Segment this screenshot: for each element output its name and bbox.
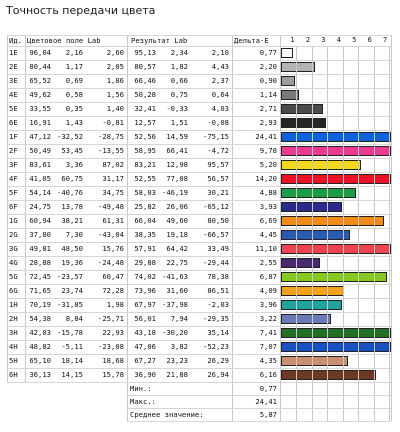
header-target-lab: Цветовое поле Lab bbox=[27, 36, 101, 45]
target-l: 65,52 bbox=[29, 76, 51, 85]
result-a: 3,82 bbox=[170, 342, 188, 351]
scale-tick-label: 2 bbox=[305, 36, 311, 44]
grid-line bbox=[127, 408, 391, 409]
patch-id: 5F bbox=[9, 188, 18, 197]
scale-tick-label: 4 bbox=[336, 36, 341, 44]
grid-line bbox=[7, 214, 391, 215]
delta-e-value: 4,45 bbox=[259, 230, 277, 239]
result-l: 32,41 bbox=[134, 104, 156, 113]
summary-label: Мин.: bbox=[130, 384, 152, 393]
target-l: 37,80 bbox=[29, 230, 51, 239]
grid-line bbox=[7, 144, 391, 145]
target-a: 14,15 bbox=[61, 370, 83, 379]
result-a: 21,88 bbox=[166, 370, 188, 379]
result-l: 47,06 bbox=[134, 342, 156, 351]
target-b: 72,28 bbox=[102, 286, 124, 295]
target-l: 71,65 bbox=[29, 286, 51, 295]
delta-e-value: 3,96 bbox=[259, 300, 277, 309]
result-a: 14,59 bbox=[166, 132, 188, 141]
grid-line bbox=[7, 88, 391, 89]
result-a: -41,63 bbox=[162, 272, 188, 281]
target-a: -40,76 bbox=[57, 188, 83, 197]
patch-id: 3E bbox=[9, 76, 18, 85]
result-l: 95,13 bbox=[134, 48, 156, 57]
header-delta-e: Дельта-E bbox=[234, 36, 269, 45]
delta-e-bar bbox=[281, 76, 295, 86]
target-l: 65,10 bbox=[29, 356, 51, 365]
result-b: -2,03 bbox=[207, 300, 229, 309]
target-l: 80,44 bbox=[29, 62, 51, 71]
result-b: -52,23 bbox=[203, 342, 229, 351]
header-id: Ид. bbox=[9, 36, 22, 45]
patch-id: 6E bbox=[9, 118, 18, 127]
delta-e-value: 4,35 bbox=[259, 356, 277, 365]
target-l: 33,55 bbox=[29, 104, 51, 113]
scale-tick-label: 6 bbox=[367, 36, 372, 44]
patch-id: 6H bbox=[9, 370, 18, 379]
result-l: 58,03 bbox=[134, 188, 156, 197]
grid-line bbox=[7, 186, 391, 187]
summary-value: 24,41 bbox=[255, 397, 277, 406]
table-row bbox=[7, 116, 391, 130]
target-l: 96,04 bbox=[29, 48, 51, 57]
grid-line bbox=[7, 130, 391, 131]
target-a: -31,85 bbox=[57, 300, 83, 309]
table-row bbox=[7, 60, 391, 74]
table-row bbox=[7, 74, 391, 88]
patch-id: 3F bbox=[9, 160, 18, 169]
scale-tick-label: 5 bbox=[352, 36, 357, 44]
summary-label: Макс.: bbox=[130, 397, 156, 406]
table-row bbox=[7, 144, 391, 158]
page-title: Точность передачи цвета bbox=[6, 4, 156, 17]
grid-line bbox=[7, 200, 391, 201]
table-row bbox=[7, 46, 391, 60]
target-b: -49,48 bbox=[98, 202, 124, 211]
summary-value: 0,77 bbox=[259, 384, 277, 393]
target-l: 70,19 bbox=[29, 300, 51, 309]
target-b: 15,76 bbox=[102, 244, 124, 253]
result-a: 1,82 bbox=[170, 62, 188, 71]
patch-id: 1F bbox=[9, 132, 18, 141]
result-l: 56,01 bbox=[134, 314, 156, 323]
target-b: 31,17 bbox=[102, 174, 124, 183]
delta-e-value: 0,90 bbox=[259, 76, 277, 85]
result-a: 19,18 bbox=[166, 230, 188, 239]
patch-id: 3H bbox=[9, 328, 18, 337]
patch-id: 4H bbox=[9, 342, 18, 351]
delta-e-value: 2,71 bbox=[259, 104, 277, 113]
header-result-lab: Результат Lab bbox=[131, 36, 188, 45]
summary-row bbox=[7, 408, 391, 421]
result-a: 2,34 bbox=[170, 48, 188, 57]
result-a: 77,08 bbox=[166, 174, 188, 183]
delta-e-value: 0,77 bbox=[259, 48, 277, 57]
summary-row bbox=[7, 382, 391, 395]
delta-e-bar bbox=[281, 62, 315, 72]
table-row bbox=[7, 158, 391, 172]
grid-line bbox=[7, 228, 391, 229]
target-a: 7,30 bbox=[65, 230, 83, 239]
delta-e-value: 24,41 bbox=[255, 132, 277, 141]
patch-id: 5G bbox=[9, 272, 18, 281]
grid-line bbox=[7, 368, 391, 369]
delta-e-bar bbox=[281, 356, 348, 366]
summary-row bbox=[7, 395, 391, 408]
table-row bbox=[7, 284, 391, 298]
delta-e-value: 6,16 bbox=[259, 370, 277, 379]
grid-line bbox=[127, 382, 128, 421]
target-b: 15,78 bbox=[102, 370, 124, 379]
grid-line bbox=[7, 284, 391, 285]
result-l: 25,82 bbox=[134, 202, 156, 211]
result-l: 29,88 bbox=[134, 258, 156, 267]
result-b: 4,43 bbox=[211, 62, 229, 71]
result-b: 86,51 bbox=[207, 286, 229, 295]
target-l: 49,81 bbox=[29, 244, 51, 253]
grid-line bbox=[7, 340, 391, 341]
target-a: 18,14 bbox=[61, 356, 83, 365]
summary-value: 5,87 bbox=[259, 410, 277, 419]
scale-tick-label: 7 bbox=[383, 36, 388, 44]
delta-e-value: 6,69 bbox=[259, 216, 277, 225]
result-b: 0,64 bbox=[211, 90, 229, 99]
target-l: 41,05 bbox=[29, 174, 51, 183]
delta-e-bar bbox=[281, 258, 320, 268]
grid-line bbox=[7, 326, 391, 327]
delta-e-value: 14,20 bbox=[255, 174, 277, 183]
patch-id: 4E bbox=[9, 90, 18, 99]
target-b: 1,98 bbox=[106, 300, 124, 309]
result-b: 80,50 bbox=[207, 216, 229, 225]
delta-e-value: 11,10 bbox=[255, 244, 277, 253]
grid-line bbox=[7, 312, 391, 313]
delta-e-value: 4,09 bbox=[259, 286, 277, 295]
grid-line bbox=[7, 354, 391, 355]
target-l: 54,38 bbox=[29, 314, 51, 323]
patch-id: 5E bbox=[9, 104, 18, 113]
target-a: 38,21 bbox=[61, 216, 83, 225]
target-a: 1,17 bbox=[65, 62, 83, 71]
delta-e-value: 3,22 bbox=[259, 314, 277, 323]
result-l: 12,57 bbox=[134, 118, 156, 127]
table-row bbox=[7, 326, 391, 340]
result-b: 35,14 bbox=[207, 328, 229, 337]
target-b: 22,93 bbox=[102, 328, 124, 337]
result-a: 0,75 bbox=[170, 90, 188, 99]
target-a: 13,78 bbox=[61, 202, 83, 211]
table-row bbox=[7, 298, 391, 312]
target-l: 16,91 bbox=[29, 118, 51, 127]
target-a: -23,57 bbox=[57, 272, 83, 281]
patch-id: 2H bbox=[9, 314, 18, 323]
result-b: 78,38 bbox=[207, 272, 229, 281]
result-b: -29,35 bbox=[203, 314, 229, 323]
target-a: 0,35 bbox=[65, 104, 83, 113]
target-l: 83,61 bbox=[29, 160, 51, 169]
patch-id: 2G bbox=[9, 230, 18, 239]
grid-line bbox=[7, 172, 391, 173]
scale-ticks bbox=[280, 35, 391, 46]
result-b: 33,49 bbox=[207, 244, 229, 253]
result-b: -4,72 bbox=[207, 146, 229, 155]
grid-line bbox=[232, 382, 233, 421]
grid-line bbox=[7, 46, 391, 47]
table-row bbox=[7, 186, 391, 200]
delta-e-value: 7,07 bbox=[259, 342, 277, 351]
delta-e-value: 2,93 bbox=[259, 118, 277, 127]
result-b: -66,57 bbox=[203, 230, 229, 239]
target-b: -25,71 bbox=[98, 314, 124, 323]
table-row bbox=[7, 242, 391, 256]
target-b: 34,75 bbox=[102, 188, 124, 197]
target-b: -13,55 bbox=[98, 146, 124, 155]
result-l: 74,02 bbox=[134, 272, 156, 281]
target-b: 87,02 bbox=[102, 160, 124, 169]
scale-tick-label: 3 bbox=[321, 36, 326, 44]
delta-e-value: 6,87 bbox=[259, 272, 277, 281]
result-l: 43,18 bbox=[134, 328, 156, 337]
target-b: 2,05 bbox=[106, 62, 124, 71]
result-b: 95,57 bbox=[207, 160, 229, 169]
result-l: 66,04 bbox=[134, 216, 156, 225]
result-a: 12,98 bbox=[166, 160, 188, 169]
result-b: 2,37 bbox=[211, 76, 229, 85]
delta-e-value: 4,88 bbox=[259, 188, 277, 197]
delta-e-bar bbox=[281, 314, 331, 324]
delta-e-bar bbox=[281, 118, 326, 128]
target-a: -5,11 bbox=[61, 342, 83, 351]
table-row bbox=[7, 102, 391, 116]
result-l: 66,46 bbox=[134, 76, 156, 85]
target-a: 3,36 bbox=[65, 160, 83, 169]
table-row bbox=[7, 130, 391, 144]
target-l: 54,14 bbox=[29, 188, 51, 197]
grid-line bbox=[7, 102, 391, 103]
target-a: 2,16 bbox=[65, 48, 83, 57]
result-a: 1,51 bbox=[170, 118, 188, 127]
grid-line bbox=[127, 395, 391, 396]
result-a: -0,33 bbox=[166, 104, 188, 113]
table-row bbox=[7, 340, 391, 354]
patch-id: 2F bbox=[9, 146, 18, 155]
target-b: -43,04 bbox=[98, 230, 124, 239]
result-a: 23,23 bbox=[166, 356, 188, 365]
target-l: 72,45 bbox=[29, 272, 51, 281]
result-a: 31,60 bbox=[166, 286, 188, 295]
grid-line bbox=[7, 35, 391, 36]
delta-e-bar bbox=[281, 104, 323, 114]
result-a: 0,66 bbox=[170, 76, 188, 85]
result-a: 49,60 bbox=[166, 216, 188, 225]
result-b: -0,08 bbox=[207, 118, 229, 127]
result-l: 80,57 bbox=[134, 62, 156, 71]
target-b: -0,81 bbox=[102, 118, 124, 127]
target-b: -24,48 bbox=[98, 258, 124, 267]
result-l: 58,95 bbox=[134, 146, 156, 155]
patch-id: 6F bbox=[9, 202, 18, 211]
result-b: -29,44 bbox=[203, 258, 229, 267]
target-a: 8,84 bbox=[65, 314, 83, 323]
delta-e-bar bbox=[281, 160, 361, 170]
target-a: 0,58 bbox=[65, 90, 83, 99]
table-row bbox=[7, 88, 391, 102]
target-a: 0,69 bbox=[65, 76, 83, 85]
result-b: 26,94 bbox=[207, 370, 229, 379]
delta-e-value: 2,20 bbox=[259, 62, 277, 71]
target-l: 28,88 bbox=[29, 258, 51, 267]
target-l: 24,75 bbox=[29, 202, 51, 211]
result-a: -46,19 bbox=[162, 188, 188, 197]
result-l: 36,90 bbox=[134, 370, 156, 379]
target-a: -32,52 bbox=[57, 132, 83, 141]
table-row bbox=[7, 228, 391, 242]
target-l: 47,12 bbox=[29, 132, 51, 141]
delta-e-bar bbox=[281, 230, 350, 240]
result-a: -30,20 bbox=[162, 328, 188, 337]
target-a: 48,50 bbox=[61, 244, 83, 253]
target-a: -15,78 bbox=[57, 328, 83, 337]
grid-line bbox=[7, 382, 391, 383]
result-a: 64,42 bbox=[166, 244, 188, 253]
result-b: 26,29 bbox=[207, 356, 229, 365]
result-l: 67,97 bbox=[134, 300, 156, 309]
target-b: 1,56 bbox=[106, 90, 124, 99]
summary-label: Среднее значение: bbox=[130, 410, 204, 419]
delta-e-bar bbox=[281, 188, 356, 198]
table-row bbox=[7, 200, 391, 214]
patch-id: 2E bbox=[9, 62, 18, 71]
table-row bbox=[7, 354, 391, 368]
table-row bbox=[7, 368, 391, 382]
patch-id: 3G bbox=[9, 244, 18, 253]
grid-line bbox=[7, 158, 391, 159]
scale-tick-label: 1 bbox=[290, 36, 295, 44]
target-l: 42,03 bbox=[29, 328, 51, 337]
grid-line bbox=[7, 116, 391, 117]
patch-id: 4G bbox=[9, 258, 18, 267]
table-row bbox=[7, 172, 391, 186]
target-a: 60,75 bbox=[61, 174, 83, 183]
target-l: 48,82 bbox=[29, 342, 51, 351]
result-b: 56,57 bbox=[207, 174, 229, 183]
result-a: -37,98 bbox=[162, 300, 188, 309]
grid-line bbox=[7, 270, 391, 271]
patch-id: 6G bbox=[9, 286, 18, 295]
result-a: 26,06 bbox=[166, 202, 188, 211]
grid-line bbox=[7, 74, 391, 75]
delta-e-value: 7,41 bbox=[259, 328, 277, 337]
target-a: 53,45 bbox=[61, 146, 83, 155]
target-b: 1,40 bbox=[106, 104, 124, 113]
table-row bbox=[7, 214, 391, 228]
result-b: -65,12 bbox=[203, 202, 229, 211]
delta-e-bar bbox=[281, 370, 376, 380]
delta-e-value: 1,14 bbox=[259, 90, 277, 99]
result-a: 7,94 bbox=[170, 314, 188, 323]
target-l: 50,49 bbox=[29, 146, 51, 155]
target-b: -28,75 bbox=[98, 132, 124, 141]
delta-e-bar bbox=[281, 48, 293, 58]
target-l: 49,62 bbox=[29, 90, 51, 99]
target-l: 60,94 bbox=[29, 216, 51, 225]
result-b: 2,10 bbox=[211, 48, 229, 57]
grid-line bbox=[391, 35, 392, 421]
table-row bbox=[7, 312, 391, 326]
delta-e-value: 5,20 bbox=[259, 160, 277, 169]
target-b: 61,31 bbox=[102, 216, 124, 225]
table-row bbox=[7, 270, 391, 284]
patch-id: 1G bbox=[9, 216, 18, 225]
table-row bbox=[7, 256, 391, 270]
grid-line bbox=[127, 421, 391, 422]
target-b: 1,86 bbox=[106, 76, 124, 85]
result-a: 22,75 bbox=[166, 258, 188, 267]
result-l: 73,96 bbox=[134, 286, 156, 295]
delta-e-value: 3,93 bbox=[259, 202, 277, 211]
patch-id: 1H bbox=[9, 300, 18, 309]
delta-e-value: 2,55 bbox=[259, 258, 277, 267]
patch-id: 4F bbox=[9, 174, 18, 183]
target-a: 19,36 bbox=[61, 258, 83, 267]
result-l: 52,55 bbox=[134, 174, 156, 183]
result-b: 4,03 bbox=[211, 104, 229, 113]
target-a: 23,74 bbox=[61, 286, 83, 295]
target-b: 2,60 bbox=[106, 48, 124, 57]
grid-line bbox=[7, 298, 391, 299]
result-b: -75,15 bbox=[203, 132, 229, 141]
result-l: 50,28 bbox=[134, 90, 156, 99]
result-l: 67,27 bbox=[134, 356, 156, 365]
result-l: 38,35 bbox=[134, 230, 156, 239]
patch-id: 5H bbox=[9, 356, 18, 365]
result-a: 66,41 bbox=[166, 146, 188, 155]
target-b: -23,08 bbox=[98, 342, 124, 351]
target-b: 18,68 bbox=[102, 356, 124, 365]
target-b: 60,47 bbox=[102, 272, 124, 281]
result-l: 52,56 bbox=[134, 132, 156, 141]
grid-line bbox=[7, 256, 391, 257]
grid-line bbox=[7, 242, 391, 243]
result-l: 57,91 bbox=[134, 244, 156, 253]
target-l: 36,13 bbox=[29, 370, 51, 379]
delta-e-value: 9,78 bbox=[259, 146, 277, 155]
patch-id: 1E bbox=[9, 48, 18, 57]
result-l: 83,21 bbox=[134, 160, 156, 169]
result-b: 30,21 bbox=[207, 188, 229, 197]
grid-line bbox=[7, 60, 391, 61]
target-a: 1,43 bbox=[65, 118, 83, 127]
